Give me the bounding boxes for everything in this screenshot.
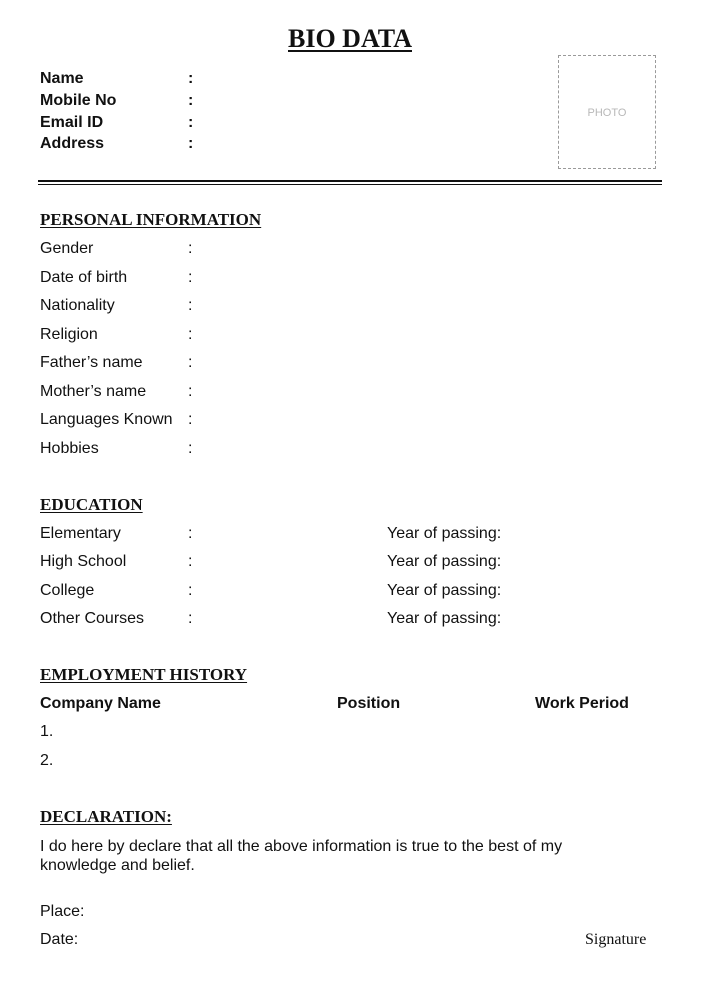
- elementary-colon: :: [188, 525, 193, 542]
- other-courses-colon: :: [188, 610, 193, 627]
- email-colon: :: [188, 114, 194, 131]
- date-label: Date:: [40, 931, 79, 948]
- high-school-label: High School: [40, 553, 127, 570]
- employment-row-number: 1.: [40, 723, 54, 740]
- elementary-year-label: Year of passing:: [387, 525, 502, 542]
- signature-label: Signature: [585, 931, 647, 948]
- gender-label: Gender: [40, 240, 94, 257]
- header-divider-thin: [38, 184, 662, 185]
- other-courses-year-label: Year of passing:: [387, 610, 502, 627]
- other-courses-label: Other Courses: [40, 610, 145, 627]
- hobbies-colon: :: [188, 440, 193, 457]
- photo-placeholder[interactable]: [558, 55, 656, 169]
- mothers-name-label: Mother’s name: [40, 383, 147, 400]
- position-column-header: Position: [337, 695, 401, 712]
- page-title: BIO DATA: [288, 24, 412, 53]
- name-label: Name: [40, 70, 84, 87]
- photo-label: PHOTO: [587, 107, 627, 119]
- header-divider-thick: [38, 180, 662, 182]
- college-year-label: Year of passing:: [387, 582, 502, 599]
- dob-colon: :: [188, 269, 193, 286]
- place-label: Place:: [40, 903, 85, 920]
- high-school-colon: :: [188, 553, 193, 570]
- religion-colon: :: [188, 326, 193, 343]
- hobbies-label: Hobbies: [40, 440, 99, 457]
- employment-row-number: 2.: [40, 752, 54, 769]
- personal-info-heading: PERSONAL INFORMATION: [40, 210, 262, 229]
- mobile-colon: :: [188, 92, 194, 109]
- education-heading: EDUCATION: [40, 495, 143, 514]
- work-period-column-header: Work Period: [535, 695, 629, 712]
- declaration-heading: DECLARATION:: [40, 807, 172, 826]
- mobile-label: Mobile No: [40, 92, 117, 109]
- languages-colon: :: [188, 411, 193, 428]
- fathers-name-label: Father’s name: [40, 354, 143, 371]
- address-colon: :: [188, 135, 194, 152]
- address-label: Address: [40, 135, 105, 152]
- nationality-label: Nationality: [40, 297, 115, 314]
- company-name-column-header: Company Name: [40, 695, 161, 712]
- college-colon: :: [188, 582, 193, 599]
- gender-colon: :: [188, 240, 193, 257]
- declaration-text: I do here by declare that all the above information is true to the best of my knowledge and belief.: [40, 838, 563, 874]
- nationality-colon: :: [188, 297, 193, 314]
- employment-heading: EMPLOYMENT HISTORY: [40, 665, 248, 684]
- languages-label: Languages Known: [40, 411, 173, 428]
- email-label: Email ID: [40, 114, 104, 131]
- fathers-name-colon: :: [188, 354, 193, 371]
- college-label: College: [40, 582, 95, 599]
- mothers-name-colon: :: [188, 383, 193, 400]
- name-colon: :: [188, 70, 194, 87]
- religion-label: Religion: [40, 326, 98, 343]
- elementary-label: Elementary: [40, 525, 121, 542]
- dob-label: Date of birth: [40, 269, 128, 286]
- high-school-year-label: Year of passing:: [387, 553, 502, 570]
